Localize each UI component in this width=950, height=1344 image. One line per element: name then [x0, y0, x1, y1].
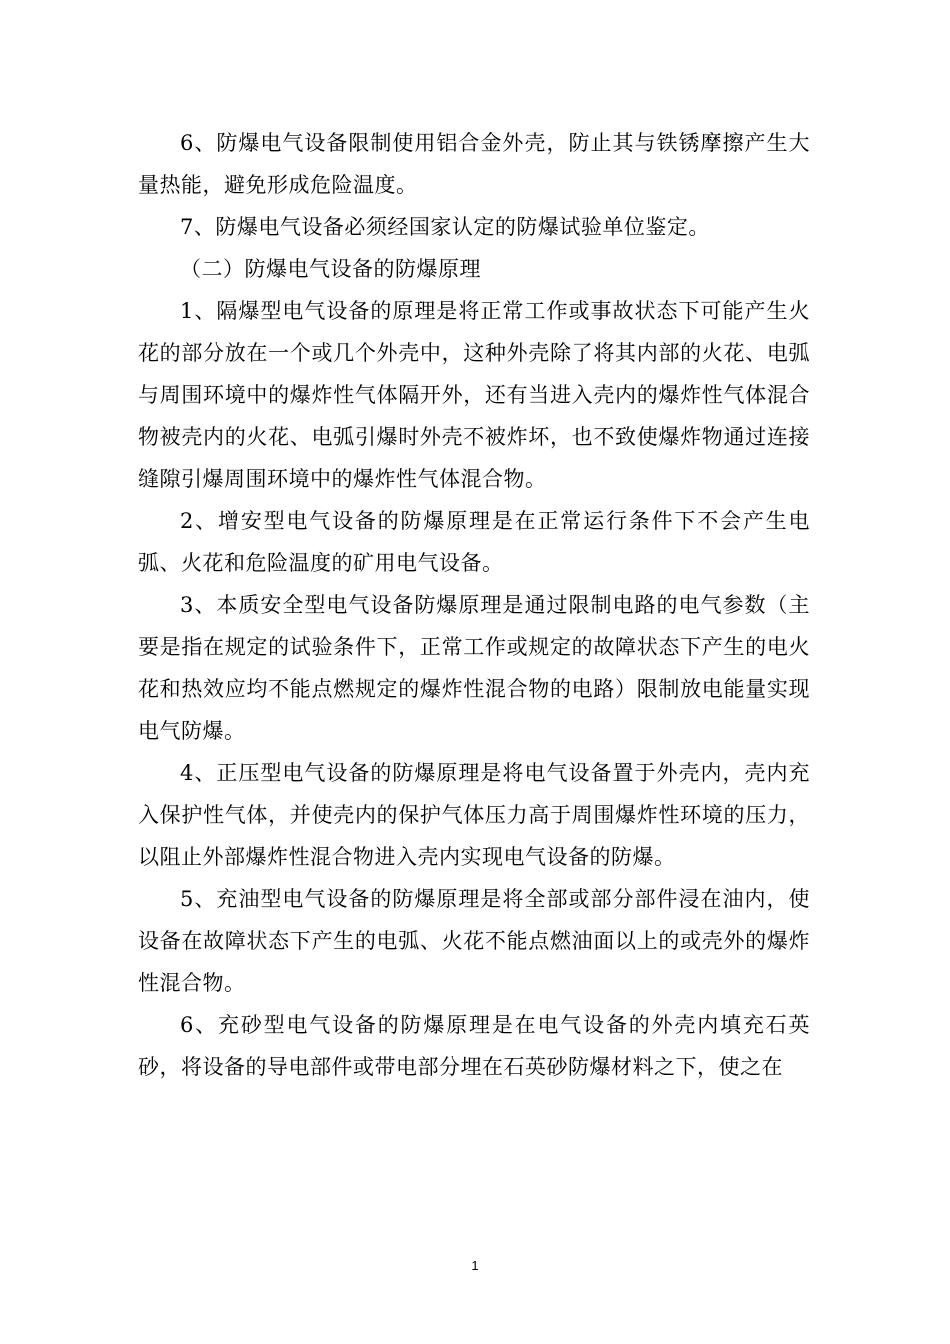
paragraph-sand-filled: 6、充砂型电气设备的防爆原理是在电气设备的外壳内填充石英砂，将设备的导电部件或带电部分埋在石英砂防爆材料之下，使之在	[138, 1013, 810, 1079]
section-heading: （二）防爆电气设备的防爆原理	[180, 257, 481, 281]
paragraph-item-6-aluminum: 6、防爆电气设备限制使用铝合金外壳，防止其与铁锈摩擦产生大量热能，避免形成危险温度。	[138, 131, 810, 197]
document-body	[138, 122, 810, 1088]
paragraph-flameproof: 1、隔爆型电气设备的原理是将正常工作或事故状态下可能产生火花的部分放在一个或几个外壳中，这种外壳除了将其内部的火花、电弧与周围环境中的爆炸性气体隔开外，还有当进入壳内的爆炸性气体混合物被壳内的火花、电弧引爆时外壳不被炸坏，也不致使爆炸物通过连接缝隙引爆周围环境中的爆炸性气体混合物。	[138, 299, 810, 491]
paragraph-item-7-certification: 7、防爆电气设备必须经国家认定的防爆试验单位鉴定。	[180, 215, 710, 239]
paragraph-intrinsic-safety: 3、本质安全型电气设备防爆原理是通过限制电路的电气参数（主要是指在规定的试验条件下，正常工作或规定的故障状态下产生的电火花和热效应均不能点燃规定的爆炸性混合物的电路）限制放电能量实现电气防爆。	[138, 593, 810, 743]
paragraph-increased-safety: 2、增安型电气设备的防爆原理是在正常运行条件下不会产生电弧、火花和危险温度的矿用电气设备。	[138, 509, 810, 575]
paragraph-pressurized: 4、正压型电气设备的防爆原理是将电气设备置于外壳内，壳内充入保护性气体，并使壳内的保护气体压力高于周围爆炸性环境的压力，以阻止外部爆炸性混合物进入壳内实现电气设备的防爆。	[138, 761, 810, 869]
paragraph-oil-immersed: 5、充油型电气设备的防爆原理是将全部或部分部件浸在油内，使设备在故障状态下产生的电弧、火花不能点燃油面以上的或壳外的爆炸性混合物。	[138, 887, 810, 995]
page-number: 1	[471, 1258, 479, 1273]
